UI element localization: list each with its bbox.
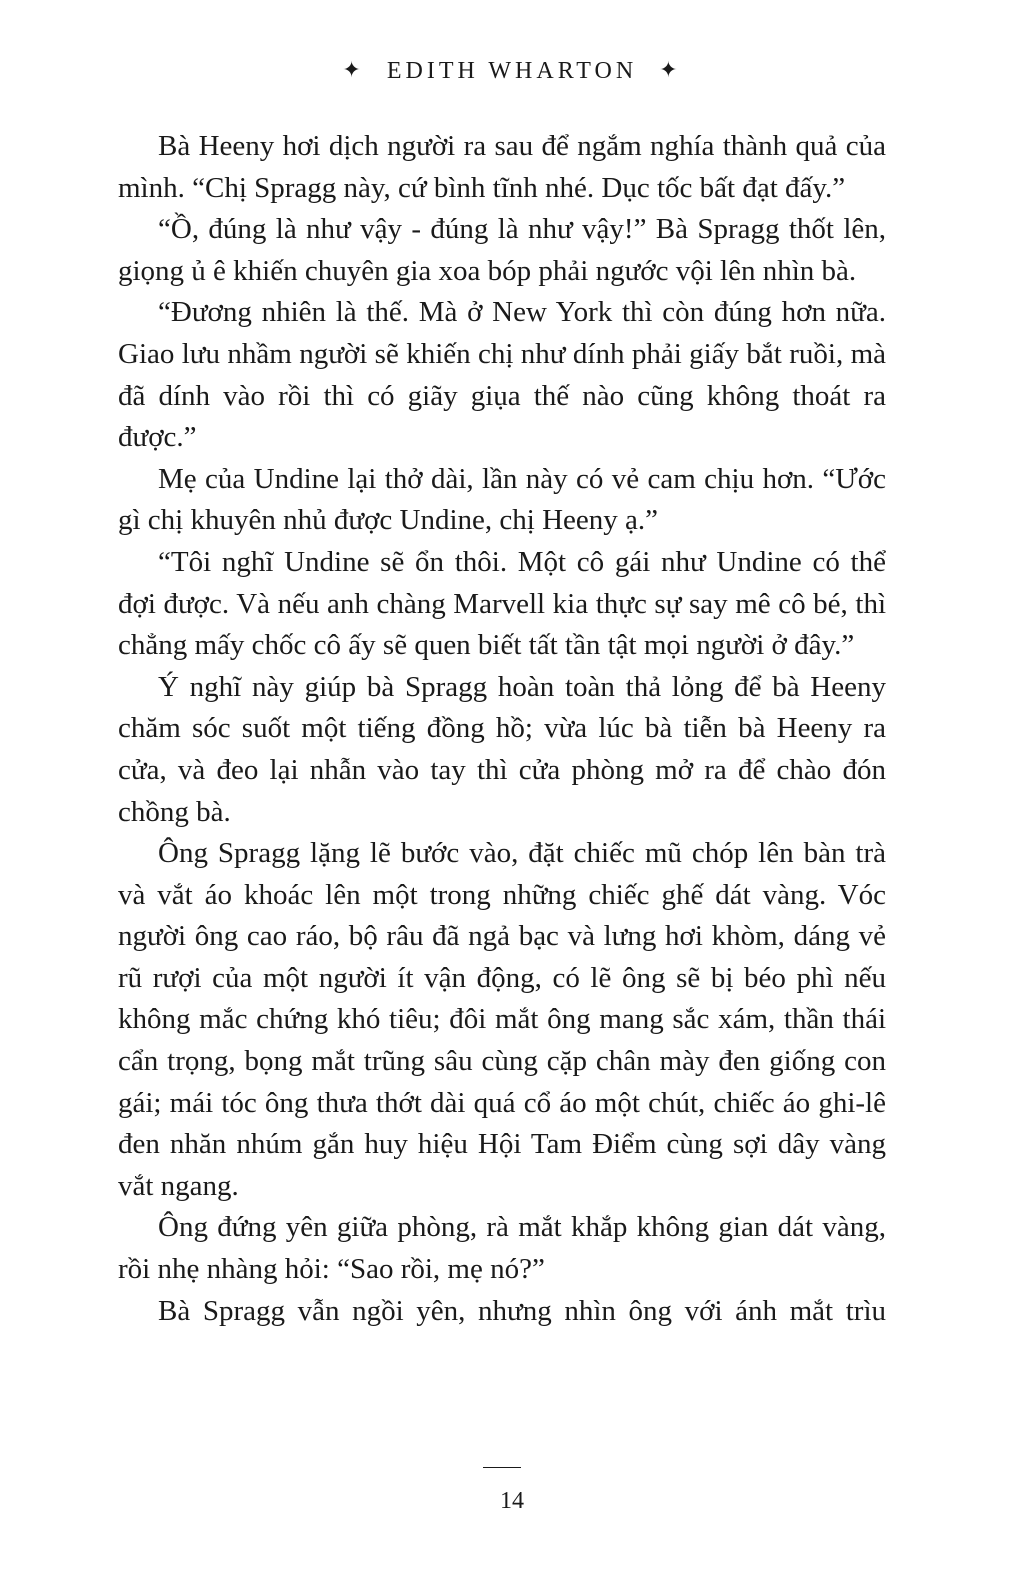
page-number: 14 — [500, 1488, 524, 1514]
paragraph: “Đương nhiên là thế. Mà ở New York thì còn đúng hơn nữa. Giao lưu nhầm người sẽ khiến chị như dính phải giấy bắt ruồi, mà đã dính vào rồi thì có giãy giụa thế nào cũng không thoát ra được.” — [118, 296, 886, 454]
ornament-left-icon: ✦ — [342, 57, 365, 82]
paragraph: Ông Spragg lặng lẽ bước vào, đặt chiếc mũ chóp lên bàn trà và vắt áo khoác lên một trong những chiếc ghế dát vàng. Vóc người ông cao ráo, bộ râu đã ngả bạc và lưng hơi khòm, dáng vẻ rũ rượi của một người ít vận động, có lẽ ông sẽ bị béo phì nếu không mắc chứng khó tiêu; đôi mắt ông mang sắc xám, thần thái cẩn trọng, bọng mắt trũng sâu cùng cặp chân mày đen giống con gái; mái tóc ông thưa thớt dài quá cổ áo một chút, chiếc áo ghi-lê đen nhăn nhúm gắn huy hiệu Hội Tam Điểm cùng sợi dây vàng vắt ngang. — [118, 837, 886, 1202]
ornament-right-icon: ✦ — [659, 57, 682, 82]
paragraph: “Ồ, đúng là như vậy - đúng là như vậy!” Bà Spragg thốt lên, giọng ủ ê khiến chuyên gia xoa bóp phải ngước vội lên nhìn bà. — [118, 213, 886, 287]
author-name: EDITH WHARTON — [386, 58, 638, 84]
paragraph: Mẹ của Undine lại thở dài, lần này có vẻ cam chịu hơn. “Ước gì chị khuyên nhủ được Undine, chị Heeny ạ.” — [118, 462, 886, 537]
paragraph: “Tôi nghĩ Undine sẽ ổn thôi. Một cô gái như Undine có thể đợi được. Và nếu anh chàng Marvell kia thực sự say mê cô bé, thì chẳng mấy chốc cô ấy sẽ quen biết tất tần tật mọi người ở đây.” — [118, 545, 886, 662]
folio-rule — [483, 1467, 521, 1468]
running-header — [0, 58, 1024, 85]
body-text — [118, 126, 886, 1332]
paragraph: Bà Spragg vẫn ngồi yên, nhưng nhìn ông với ánh mắt trìu — [158, 1294, 886, 1327]
paragraph: Ý nghĩ này giúp bà Spragg hoàn toàn thả lỏng để bà Heeny chăm sóc suốt một tiếng đồng hồ; vừa lúc bà tiễn bà Heeny ra cửa, và đeo lại nhẫn vào tay thì cửa phòng mở ra để chào đón chồng bà. — [118, 670, 886, 828]
paragraph: Bà Heeny hơi dịch người ra sau để ngắm nghía thành quả của mình. “Chị Spragg này, cứ bình tĩnh nhé. Dục tốc bất đạt đấy.” — [118, 130, 886, 204]
paragraph: Ông đứng yên giữa phòng, rà mắt khắp không gian dát vàng, rồi nhẹ nhàng hỏi: “Sao rồi, mẹ nó?” — [118, 1211, 886, 1286]
